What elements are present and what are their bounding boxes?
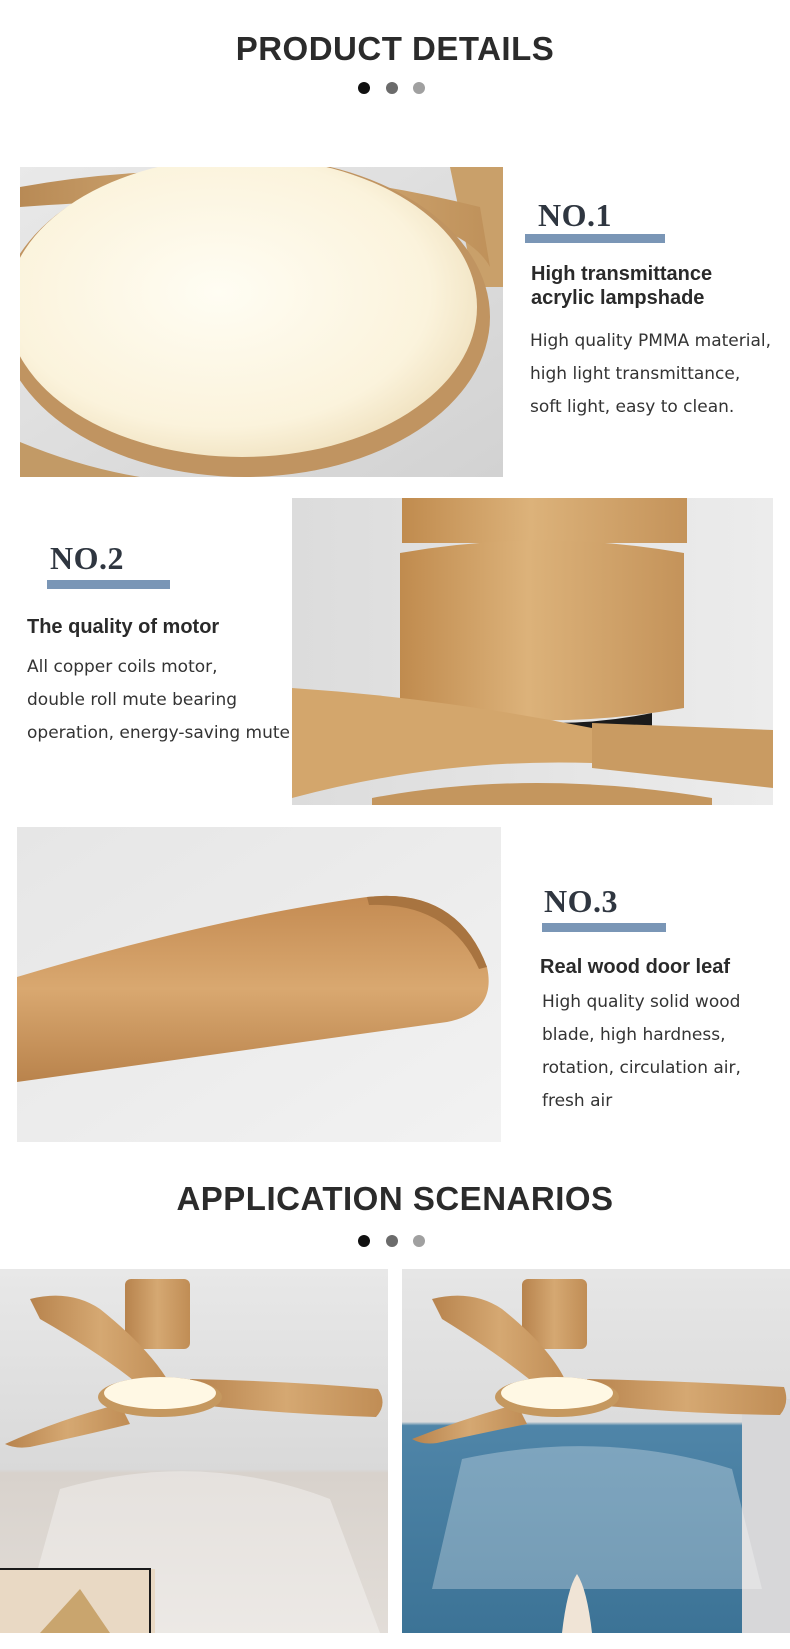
ceiling-fan-scene-2 xyxy=(402,1269,790,1633)
feature-1-accent-bar xyxy=(525,234,665,243)
feature-2-line-2: double roll mute bearing xyxy=(27,690,238,710)
dot-2[interactable] xyxy=(386,82,398,94)
product-details-title: PRODUCT DETAILS xyxy=(235,30,555,67)
feature-1-title xyxy=(531,262,712,310)
feature-2-line-1: All copper coils motor, xyxy=(27,657,218,677)
feature-1-number: NO.1 xyxy=(538,197,612,233)
feature-3-description xyxy=(542,986,741,1118)
feature-2-title: The quality of motor xyxy=(27,616,220,638)
feature-3-title: Real wood door leaf xyxy=(540,956,731,978)
acrylic-lampshade-photo xyxy=(20,167,503,477)
motor-housing-photo xyxy=(292,498,773,805)
carousel-dots xyxy=(0,82,790,96)
feature-3-line-3: rotation, circulation air, xyxy=(542,1058,741,1078)
dot-1[interactable] xyxy=(358,82,370,94)
feature-1-line-1: High quality PMMA material, xyxy=(530,331,772,351)
feature-2-description xyxy=(27,651,290,750)
feature-2-accent-bar xyxy=(47,580,170,589)
feature-2-number: NO.2 xyxy=(50,540,124,576)
feature-1-description xyxy=(530,325,771,424)
feature-1-line-3: soft light, easy to clean. xyxy=(530,397,735,417)
feature-3-line-2: blade, high hardness, xyxy=(542,1025,726,1045)
feature-3-accent-bar xyxy=(542,923,666,932)
feature-3-line-4: fresh air xyxy=(542,1091,613,1111)
feature-2-line-3: operation, energy-saving mute xyxy=(27,723,290,743)
ceiling-fan-scene-1 xyxy=(0,1269,388,1633)
app-dot-2[interactable] xyxy=(386,1235,398,1247)
feature-3-number: NO.3 xyxy=(544,883,618,919)
app-dot-1[interactable] xyxy=(358,1235,370,1247)
feature-1-line-2: high light transmittance, xyxy=(530,364,741,384)
feature-1-title-line-2: acrylic lampshade xyxy=(531,287,705,309)
application-carousel-dots xyxy=(0,1235,790,1249)
feature-3-line-1: High quality solid wood xyxy=(542,992,741,1012)
app-dot-3[interactable] xyxy=(413,1235,425,1247)
wood-blade-photo xyxy=(17,827,501,1142)
feature-1-title-line-1: High transmittance xyxy=(531,263,713,285)
dot-3[interactable] xyxy=(413,82,425,94)
application-scenarios-title: APPLICATION SCENARIOS xyxy=(176,1180,614,1217)
